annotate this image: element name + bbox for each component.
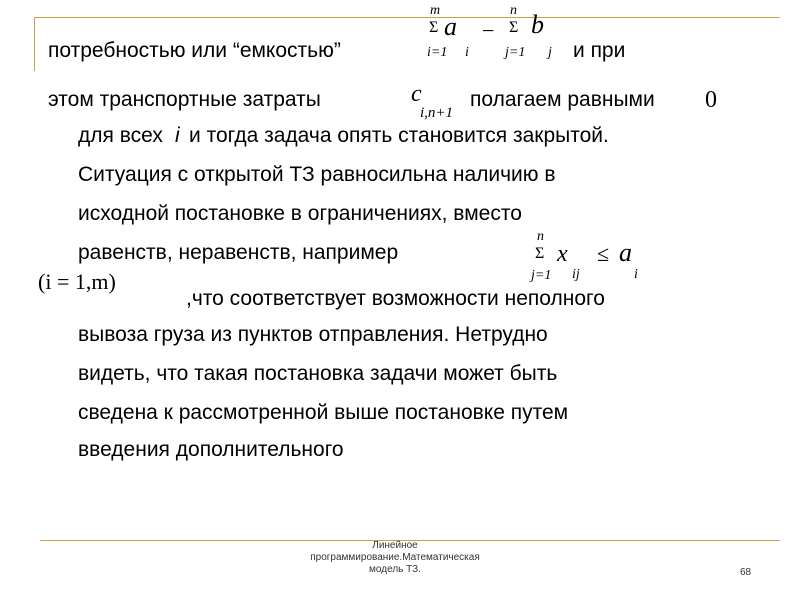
text-line-7: ,что соответствует возможности неполного	[186, 287, 605, 310]
text-line-8: вывоза груза из пунктов отправления. Нетрудно	[78, 323, 548, 346]
f3-a-sub: i	[634, 267, 638, 282]
f2-c-sub: i,n+1	[420, 105, 454, 121]
left-rule	[34, 17, 35, 71]
f1-sum2-bottom: j=1	[505, 45, 526, 60]
text-line-6: равенств, неравенств, например	[78, 241, 399, 264]
f3-x-sub: ij	[572, 267, 580, 282]
f1-b-sub: j	[548, 45, 552, 60]
f1-a-sub: i	[465, 45, 469, 60]
text-line-2-end: полагаем равными	[470, 88, 655, 111]
text-line-4: Ситуация с открытой ТЗ равносильна наличию в	[78, 163, 556, 186]
footer-line-3: модель ТЗ.	[369, 564, 421, 575]
f3-sum-bottom: j=1	[531, 268, 552, 283]
text-line-3-i: i	[175, 124, 180, 147]
text-line-2: этом транспортные затраты	[48, 88, 321, 111]
zero-value: 0	[705, 87, 717, 113]
f3-sum-top: n	[537, 229, 544, 244]
f3-x: x	[557, 241, 568, 267]
footer-title	[270, 540, 520, 576]
text-line-9: видеть, что такая постановка задачи может быть	[78, 362, 558, 385]
footer-line-1: Линейное	[372, 540, 418, 551]
f4-index-range: (i = 1,m)	[38, 269, 116, 294]
f1-sum1-bottom: i=1	[427, 45, 448, 60]
text-line-1: потребностью или “емкостью”	[48, 39, 341, 62]
top-rule	[34, 17, 780, 18]
page-number: 68	[740, 567, 752, 578]
f3-sum-sign: Σ	[535, 245, 545, 262]
f1-sum1-sign: Σ	[429, 19, 439, 36]
text-line-3-a: для всех	[78, 124, 163, 147]
text-line-11: введения дополнительного	[78, 438, 344, 461]
footer-line-2: программирование.Математическая	[310, 552, 480, 563]
f1-minus: −	[482, 18, 495, 43]
text-line-3-b: и тогда задача опять становится закрытой.	[189, 124, 609, 147]
f2-c: c	[411, 81, 422, 107]
f1-b: b	[531, 10, 544, 39]
f3-a: a	[619, 238, 632, 267]
f1-sum2-top: n	[510, 3, 517, 18]
text-line-5: исходной постановке в ограничениях, вместо	[78, 202, 522, 225]
f1-sum1-top: m	[430, 3, 441, 18]
f1-a: a	[444, 12, 457, 41]
f1-sum2-sign: Σ	[509, 19, 519, 36]
text-line-10: сведена к рассмотренной выше постановке путем	[78, 401, 569, 424]
f3-leq: ≤	[597, 241, 610, 266]
text-line-1-end: и при	[573, 39, 626, 62]
